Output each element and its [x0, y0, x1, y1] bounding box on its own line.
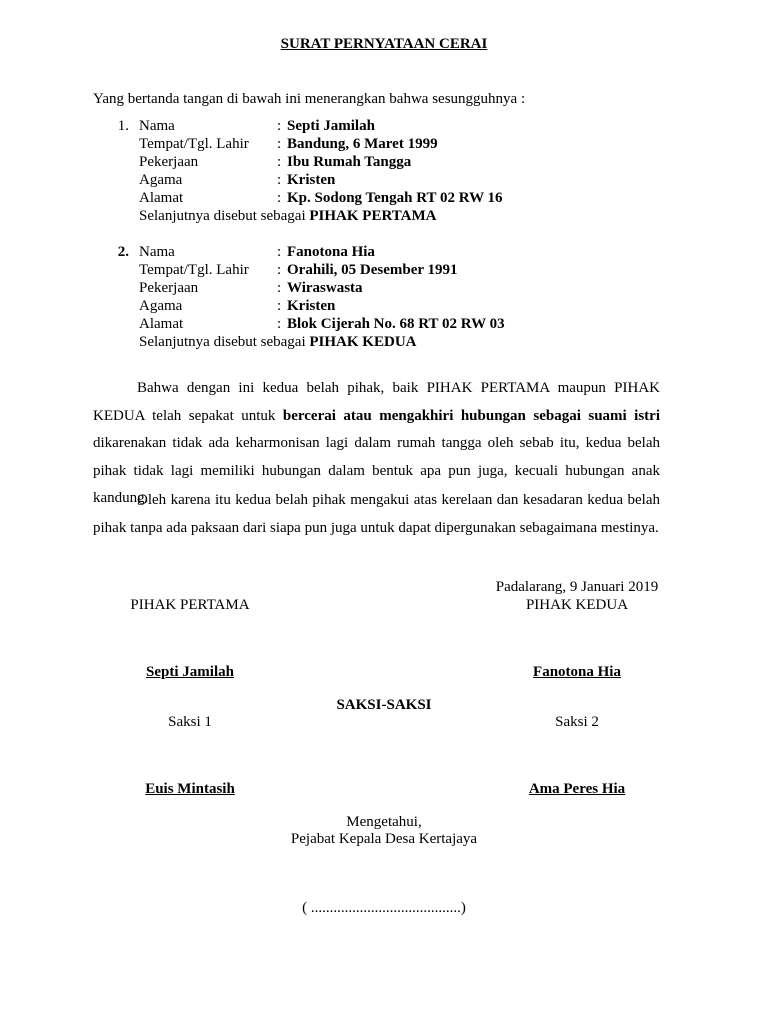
party-2-label-pekerjaan: Pekerjaan	[139, 280, 199, 296]
party-2-value-ttl: Orahili, 05 Desember 1991	[287, 262, 458, 278]
party-1-number: 1.	[117, 118, 129, 134]
colon: :	[277, 136, 282, 152]
party-2-label-nama: Nama	[139, 244, 175, 260]
party-2-value-pekerjaan: Wiraswasta	[287, 280, 363, 296]
colon: :	[277, 190, 282, 206]
intro-text: Yang bertanda tangan di bawah ini menerangkan bahwa sesungguhnya :	[93, 91, 526, 107]
document-title: SURAT PERNYATAAN CERAI	[280, 36, 488, 52]
party-1-value-agama: Kristen	[287, 172, 336, 188]
acknowledgement-line-2: Pejabat Kepala Desa Kertajaya	[290, 831, 478, 847]
signature-name-second-party	[477, 664, 677, 681]
signature-label-first-party: PIHAK PERTAMA	[130, 597, 250, 613]
party-2-number: 2.	[117, 244, 129, 260]
colon: :	[277, 262, 282, 278]
party-1-designation: PIHAK PERTAMA	[309, 208, 437, 224]
consent-paragraph	[93, 487, 660, 542]
place-date: Padalarang, 9 Januari 2019	[495, 579, 659, 595]
witness-1-name	[90, 781, 290, 798]
agreement-text-part2: dikarenakan tidak ada keharmonisan lagi dalam rumah tangga oleh sebab itu, kedua belah pihak tidak lagi memiliki hubungan dalam bentuk apa pun juga, kecuali hubungan anak kandung.	[93, 435, 660, 506]
party-1-label-alamat: Alamat	[139, 190, 184, 206]
party-1-value-alamat: Kp. Sodong Tengah RT 02 RW 16	[287, 190, 503, 206]
witness-1-label: Saksi 1	[168, 714, 212, 730]
acknowledgement-line-1: Mengetahui,	[346, 814, 422, 830]
designation-prefix: Selanjutnya disebut sebagai	[139, 334, 306, 350]
signature-name-first-party-text: Septi Jamilah	[146, 664, 234, 680]
designation-prefix: Selanjutnya disebut sebagai	[139, 208, 306, 224]
party-1-value-ttl: Bandung, 6 Maret 1999	[287, 136, 438, 152]
witness-2-name	[477, 781, 677, 798]
agreement-text-bold: bercerai atau mengakhiri hubungan sebagai suami istri	[282, 407, 660, 424]
colon: :	[277, 172, 282, 188]
colon: :	[277, 298, 282, 314]
party-2-designation: PIHAK KEDUA	[309, 334, 417, 350]
party-1-label-ttl: Tempat/Tgl. Lahir	[139, 136, 249, 152]
party-2-label-agama: Agama	[139, 298, 183, 314]
party-1-value-nama: Septi Jamilah	[287, 118, 375, 134]
colon: :	[277, 118, 282, 134]
colon: :	[277, 316, 282, 332]
party-1-label-pekerjaan: Pekerjaan	[139, 154, 199, 170]
party-2-designation-line	[139, 334, 416, 351]
consent-text: Oleh karena itu kedua belah pihak mengakui atas kerelaan dan kesadaran kedua belah pihak tanpa ada paksaan dari siapa pun juga untuk dapat dipergunakan sebagaimana mestinya.	[93, 492, 660, 536]
party-1-label-nama: Nama	[139, 118, 175, 134]
party-1-value-pekerjaan: Ibu Rumah Tangga	[287, 154, 412, 170]
signature-name-first-party	[90, 664, 290, 681]
witness-1-name-text: Euis Mintasih	[145, 781, 235, 797]
party-1-designation-line	[139, 208, 437, 225]
agreement-text-part1: Bahwa dengan ini kedua belah pihak, baik PIHAK PERTAMA maupun PIHAK KEDUA telah sepakat untuk	[93, 380, 660, 424]
colon: :	[277, 154, 282, 170]
party-2-label-alamat: Alamat	[139, 316, 184, 332]
witnesses-heading: SAKSI-SAKSI	[336, 697, 432, 713]
colon: :	[277, 280, 282, 296]
party-2-value-alamat: Blok Cijerah No. 68 RT 02 RW 03	[287, 316, 505, 332]
party-1-label-agama: Agama	[139, 172, 183, 188]
witness-2-label: Saksi 2	[555, 714, 599, 730]
signature-name-second-party-text: Fanotona Hia	[533, 664, 621, 680]
village-head-signature-blank: ( ........................................)	[302, 900, 466, 916]
party-2-value-agama: Kristen	[287, 298, 336, 314]
party-2-label-ttl: Tempat/Tgl. Lahir	[139, 262, 249, 278]
colon: :	[277, 244, 282, 260]
signature-label-second-party: PIHAK KEDUA	[525, 597, 629, 613]
witness-2-name-text: Ama Peres Hia	[528, 781, 626, 797]
party-2-value-nama: Fanotona Hia	[287, 244, 375, 260]
